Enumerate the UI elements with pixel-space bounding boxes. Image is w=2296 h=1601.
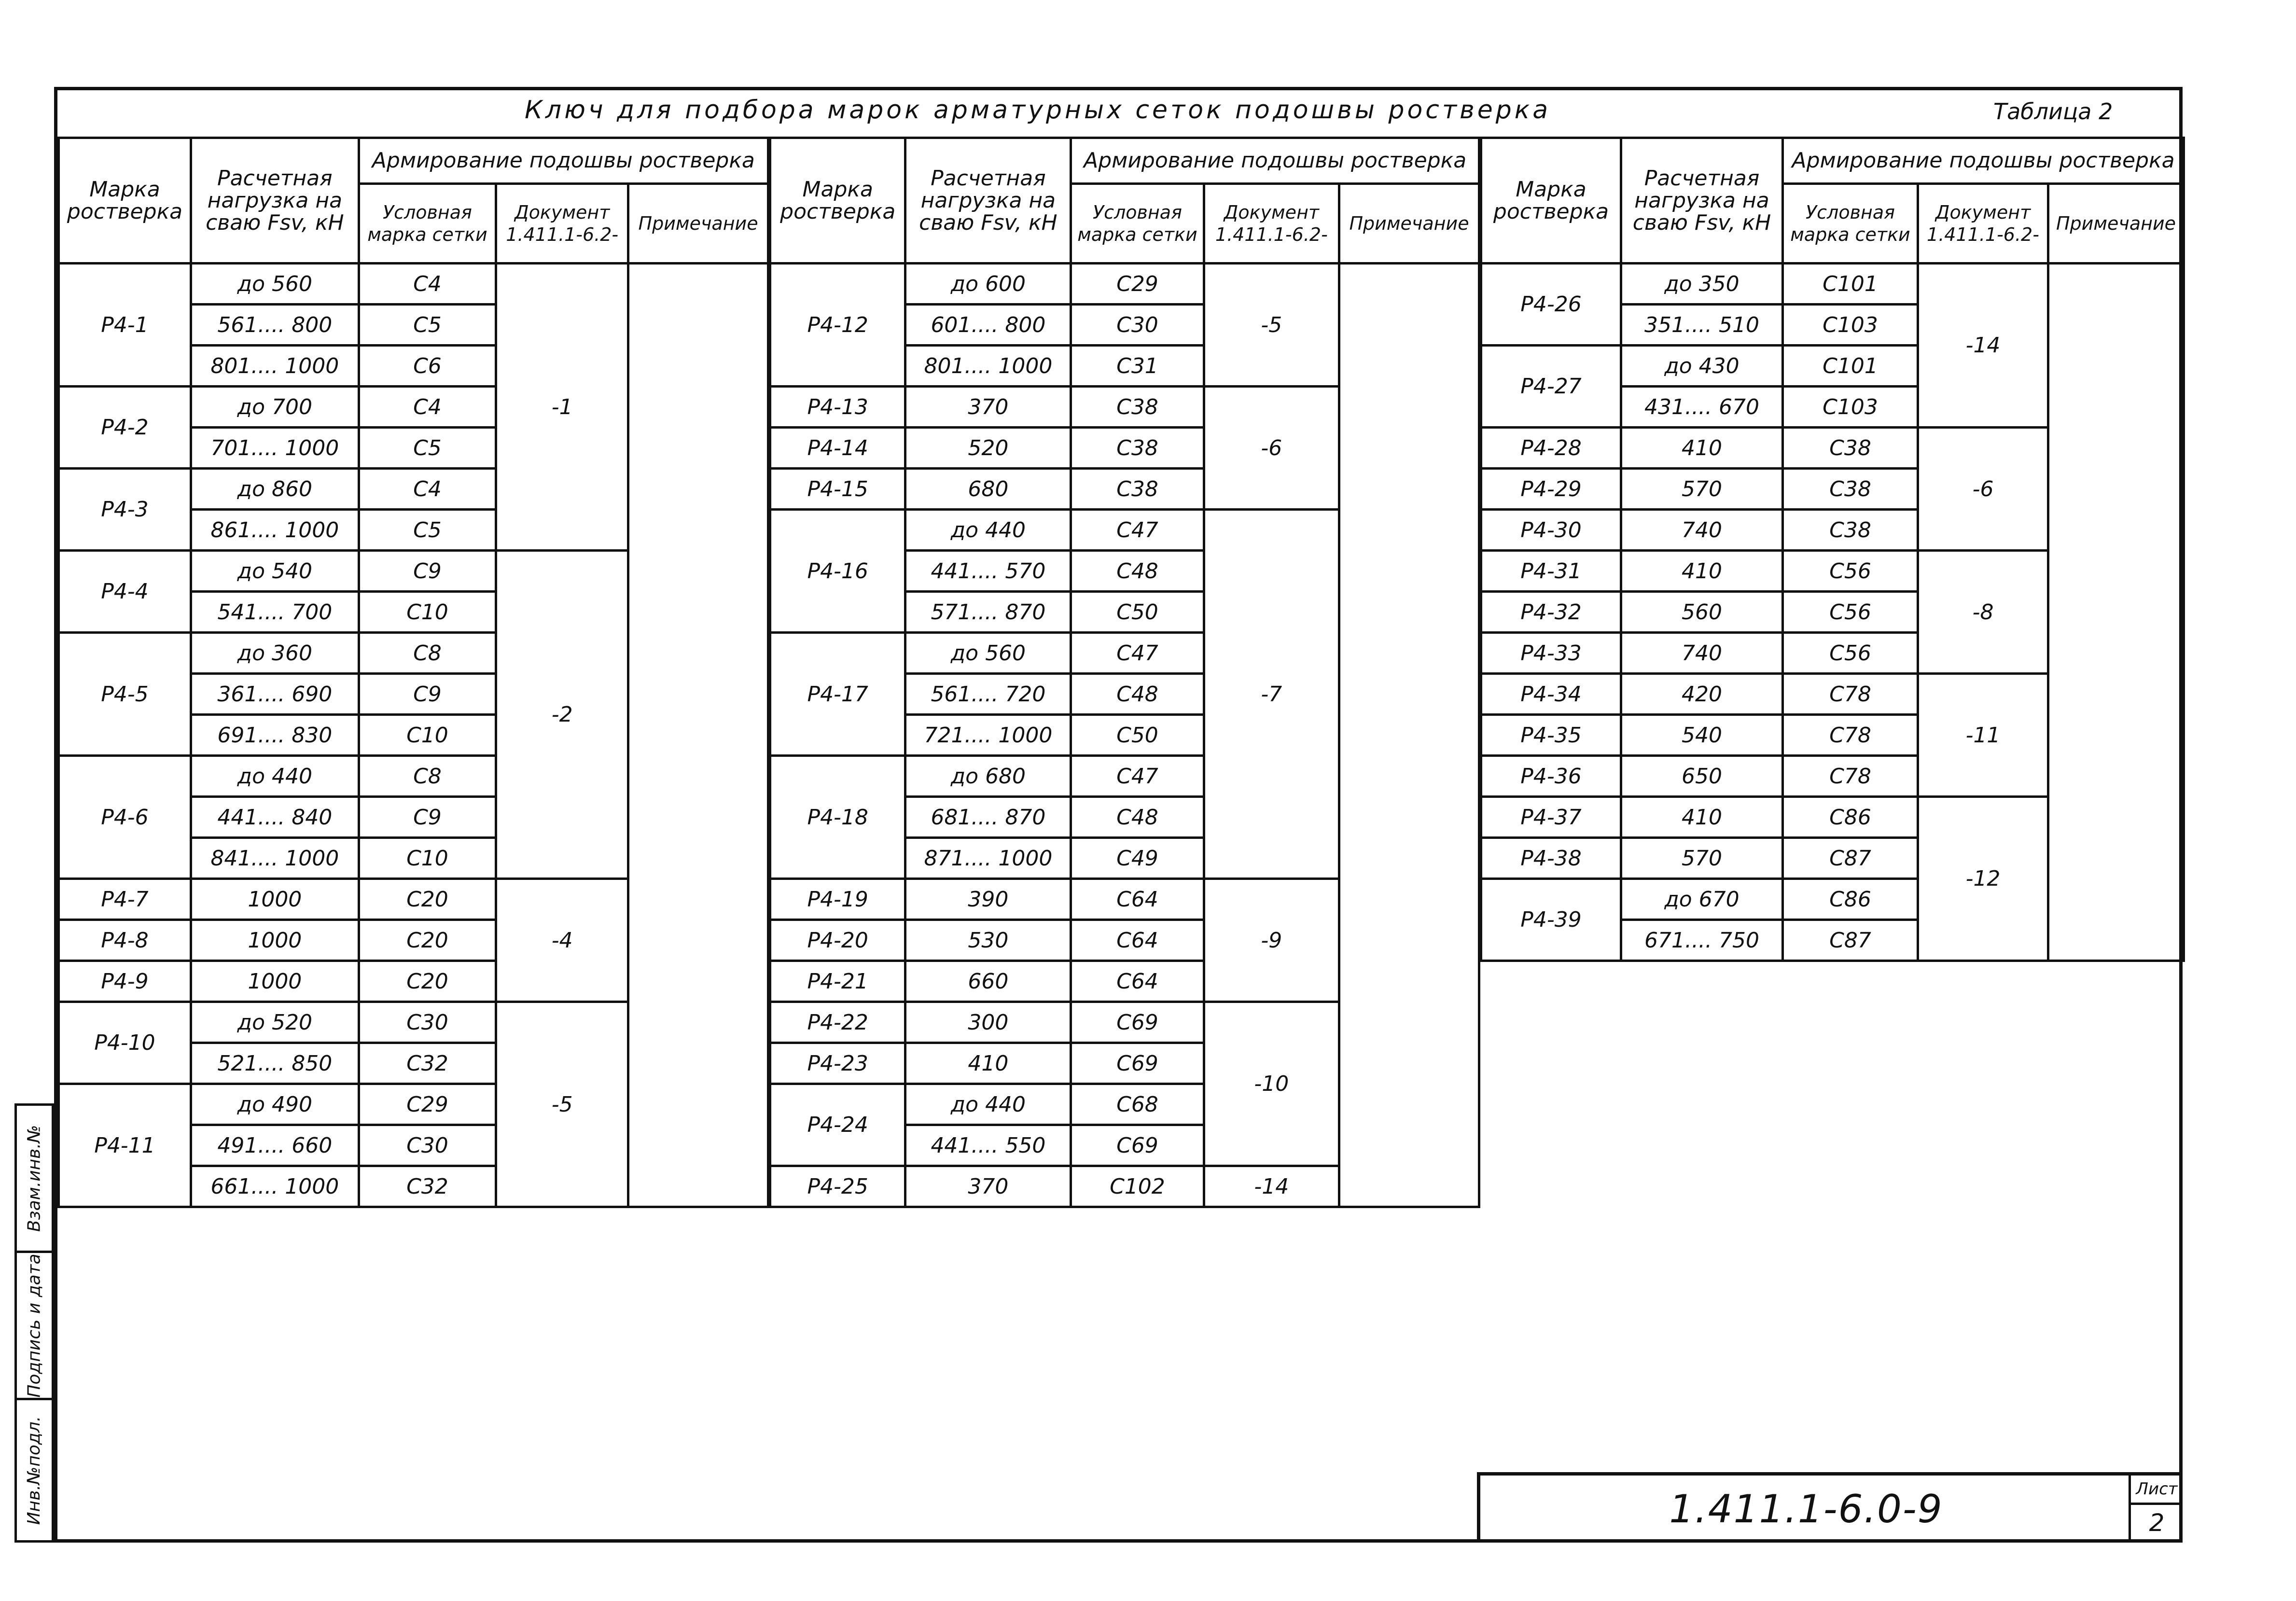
- load-cell: до 540: [191, 551, 359, 592]
- load-cell: 1000: [191, 920, 359, 961]
- header-note: Примечание: [1339, 184, 1479, 264]
- table-label: Таблица 2: [1993, 98, 2113, 125]
- mesh-cell: С69: [1071, 1002, 1204, 1043]
- mesh-cell: С48: [1071, 797, 1204, 838]
- load-cell: 410: [1621, 428, 1783, 469]
- document-cell: -2: [496, 551, 628, 879]
- document-cell: -14: [1918, 264, 2048, 428]
- mark-cell: Р4-23: [770, 1043, 905, 1084]
- document-cell: -11: [1918, 674, 2048, 797]
- mesh-cell: С78: [1783, 674, 1918, 715]
- title-block: [1477, 1472, 2183, 1543]
- mark-cell: Р4-38: [1481, 838, 1621, 879]
- load-cell: 540: [1621, 715, 1783, 756]
- load-cell: 801.... 1000: [905, 346, 1071, 387]
- mesh-table-part-3: [1480, 137, 2185, 962]
- mesh-cell: С30: [359, 1002, 496, 1043]
- load-cell: 571.... 870: [905, 592, 1071, 633]
- mesh-cell: С38: [1071, 387, 1204, 428]
- binding-strip: [14, 1103, 54, 1543]
- mesh-cell: С10: [359, 715, 496, 756]
- strip-cell-replaces: [17, 1106, 52, 1253]
- mark-cell: Р4-20: [770, 920, 905, 961]
- mark-cell: Р4-36: [1481, 756, 1621, 797]
- document-cell: -8: [1918, 551, 2048, 674]
- header-mesh: Условная марка сетки: [359, 184, 496, 264]
- mark-cell: Р4-28: [1481, 428, 1621, 469]
- document-cell: -7: [1204, 510, 1339, 879]
- mark-cell: Р4-33: [1481, 633, 1621, 674]
- sheet-label: Лист: [2131, 1476, 2183, 1505]
- mesh-cell: С9: [359, 551, 496, 592]
- load-cell: 801.... 1000: [191, 346, 359, 387]
- load-cell: 701.... 1000: [191, 428, 359, 469]
- mesh-cell: С103: [1783, 305, 1918, 346]
- header-note: Примечание: [2048, 184, 2184, 264]
- load-cell: до 860: [191, 469, 359, 510]
- mark-cell: Р4-37: [1481, 797, 1621, 838]
- load-cell: 420: [1621, 674, 1783, 715]
- load-cell: до 520: [191, 1002, 359, 1043]
- load-cell: 410: [1621, 551, 1783, 592]
- mesh-cell: С32: [359, 1043, 496, 1084]
- header-reinforcement: Армирование подошвы ростверка: [359, 138, 768, 184]
- header-document: Документ 1.411.1-6.2-: [1918, 184, 2048, 264]
- load-cell: до 440: [905, 1084, 1071, 1125]
- load-cell: 681.... 870: [905, 797, 1071, 838]
- mesh-cell: С69: [1071, 1125, 1204, 1166]
- mark-cell: Р4-12: [770, 264, 905, 387]
- table-body: [59, 264, 768, 1207]
- mesh-cell: С102: [1071, 1166, 1204, 1207]
- note-cell: [628, 264, 768, 1207]
- mesh-cell: С10: [359, 838, 496, 879]
- mark-cell: Р4-6: [59, 756, 191, 879]
- mark-cell: Р4-9: [59, 961, 191, 1002]
- mesh-cell: С64: [1071, 879, 1204, 920]
- load-cell: до 440: [191, 756, 359, 797]
- mark-cell: Р4-26: [1481, 264, 1621, 346]
- mesh-cell: С50: [1071, 715, 1204, 756]
- header-mark: Марка ростверка: [1481, 138, 1621, 264]
- mesh-cell: С30: [359, 1125, 496, 1166]
- strip-cell-inv-no: [17, 1400, 52, 1540]
- load-cell: 541.... 700: [191, 592, 359, 633]
- header-mark: Марка ростверка: [59, 138, 191, 264]
- note-cell: [2048, 264, 2184, 961]
- document-cell: -5: [1204, 264, 1339, 387]
- mesh-cell: С4: [359, 264, 496, 305]
- mesh-cell: С31: [1071, 346, 1204, 387]
- document-cell: -12: [1918, 797, 2048, 961]
- load-cell: 351.... 510: [1621, 305, 1783, 346]
- load-cell: 721.... 1000: [905, 715, 1071, 756]
- mesh-cell: С86: [1783, 879, 1918, 920]
- sheet-box: [2129, 1476, 2183, 1543]
- header-mark: Марка ростверка: [770, 138, 905, 264]
- mesh-cell: С69: [1071, 1043, 1204, 1084]
- document-cell: -5: [496, 1002, 628, 1207]
- load-cell: 861.... 1000: [191, 510, 359, 551]
- load-cell: до 700: [191, 387, 359, 428]
- mesh-cell: С20: [359, 920, 496, 961]
- mesh-cell: С47: [1071, 510, 1204, 551]
- mesh-cell: С47: [1071, 756, 1204, 797]
- load-cell: до 680: [905, 756, 1071, 797]
- load-cell: 650: [1621, 756, 1783, 797]
- mesh-cell: С5: [359, 510, 496, 551]
- strip-label-sign-date: Подпись и дата: [24, 1253, 44, 1398]
- document-cell: -1: [496, 264, 628, 551]
- load-cell: до 560: [191, 264, 359, 305]
- load-cell: 671.... 750: [1621, 920, 1783, 961]
- mesh-cell: С30: [1071, 305, 1204, 346]
- mark-cell: Р4-27: [1481, 346, 1621, 428]
- load-cell: 361.... 690: [191, 674, 359, 715]
- mesh-table-part-2: [769, 137, 1480, 1208]
- table-body: [770, 264, 1479, 1207]
- sheet-number: 2: [2149, 1508, 2165, 1537]
- table-row: [1481, 264, 2184, 305]
- load-cell: 530: [905, 920, 1071, 961]
- load-cell: 601.... 800: [905, 305, 1071, 346]
- header-reinforcement: Армирование подошвы ростверка: [1071, 138, 1479, 184]
- load-cell: 300: [905, 1002, 1071, 1043]
- mark-cell: Р4-7: [59, 879, 191, 920]
- load-cell: до 360: [191, 633, 359, 674]
- load-cell: 431.... 670: [1621, 387, 1783, 428]
- load-cell: 441.... 570: [905, 551, 1071, 592]
- mesh-cell: С38: [1071, 469, 1204, 510]
- mark-cell: Р4-15: [770, 469, 905, 510]
- load-cell: 561.... 720: [905, 674, 1071, 715]
- mark-cell: Р4-19: [770, 879, 905, 920]
- mesh-cell: С101: [1783, 346, 1918, 387]
- load-cell: 691.... 830: [191, 715, 359, 756]
- table-row: [59, 264, 768, 305]
- mesh-cell: С29: [359, 1084, 496, 1125]
- mark-cell: Р4-22: [770, 1002, 905, 1043]
- load-cell: 410: [905, 1043, 1071, 1084]
- mesh-cell: С103: [1783, 387, 1918, 428]
- mesh-cell: С4: [359, 469, 496, 510]
- mark-cell: Р4-21: [770, 961, 905, 1002]
- mark-cell: Р4-10: [59, 1002, 191, 1084]
- load-cell: до 600: [905, 264, 1071, 305]
- mesh-cell: С29: [1071, 264, 1204, 305]
- mark-cell: Р4-2: [59, 387, 191, 469]
- document-cell: -10: [1204, 1002, 1339, 1166]
- header-document: Документ 1.411.1-6.2-: [1204, 184, 1339, 264]
- mesh-cell: С48: [1071, 551, 1204, 592]
- load-cell: до 670: [1621, 879, 1783, 920]
- mesh-cell: С5: [359, 305, 496, 346]
- load-cell: 570: [1621, 838, 1783, 879]
- load-cell: 661.... 1000: [191, 1166, 359, 1207]
- mesh-cell: С6: [359, 346, 496, 387]
- mesh-cell: С38: [1783, 510, 1918, 551]
- mesh-cell: С48: [1071, 674, 1204, 715]
- mesh-cell: С87: [1783, 838, 1918, 879]
- load-cell: 441.... 550: [905, 1125, 1071, 1166]
- mesh-cell: С38: [1783, 428, 1918, 469]
- load-cell: до 560: [905, 633, 1071, 674]
- mesh-table-part-1: [57, 137, 769, 1208]
- mesh-cell: С8: [359, 633, 496, 674]
- mesh-cell: С47: [1071, 633, 1204, 674]
- mark-cell: Р4-31: [1481, 551, 1621, 592]
- load-cell: до 440: [905, 510, 1071, 551]
- mesh-cell: С56: [1783, 592, 1918, 633]
- mesh-cell: С64: [1071, 920, 1204, 961]
- document-cell: -6: [1204, 387, 1339, 510]
- mark-cell: Р4-8: [59, 920, 191, 961]
- mesh-cell: С78: [1783, 715, 1918, 756]
- document-cell: -4: [496, 879, 628, 1002]
- mark-cell: Р4-4: [59, 551, 191, 633]
- header-mesh: Условная марка сетки: [1783, 184, 1918, 264]
- mesh-cell: С9: [359, 674, 496, 715]
- mesh-cell: С10: [359, 592, 496, 633]
- mark-cell: Р4-5: [59, 633, 191, 756]
- mark-cell: Р4-25: [770, 1166, 905, 1207]
- load-cell: 841.... 1000: [191, 838, 359, 879]
- mesh-cell: С20: [359, 879, 496, 920]
- mesh-cell: С49: [1071, 838, 1204, 879]
- mark-cell: Р4-24: [770, 1084, 905, 1166]
- load-cell: 370: [905, 387, 1071, 428]
- mesh-cell: С50: [1071, 592, 1204, 633]
- mark-cell: Р4-1: [59, 264, 191, 387]
- load-cell: 1000: [191, 879, 359, 920]
- document-cell: -14: [1204, 1166, 1339, 1207]
- load-cell: 441.... 840: [191, 797, 359, 838]
- table-body: [1481, 264, 2184, 961]
- load-cell: 560: [1621, 592, 1783, 633]
- mesh-cell: С56: [1783, 551, 1918, 592]
- mesh-cell: С78: [1783, 756, 1918, 797]
- strip-label-replaces: Взам.инв.№: [24, 1125, 44, 1232]
- load-cell: 520: [905, 428, 1071, 469]
- load-cell: 680: [905, 469, 1071, 510]
- header-load: Расчетная нагрузка на сваю Fsv, кН: [1621, 138, 1783, 264]
- mesh-cell: С32: [359, 1166, 496, 1207]
- load-cell: 491.... 660: [191, 1125, 359, 1166]
- strip-cell-sign-date: [17, 1253, 52, 1400]
- mark-cell: Р4-14: [770, 428, 905, 469]
- load-cell: 410: [1621, 797, 1783, 838]
- load-cell: 521.... 850: [191, 1043, 359, 1084]
- mark-cell: Р4-13: [770, 387, 905, 428]
- mark-cell: Р4-39: [1481, 879, 1621, 961]
- mark-cell: Р4-34: [1481, 674, 1621, 715]
- mesh-cell: С38: [1071, 428, 1204, 469]
- mark-cell: Р4-32: [1481, 592, 1621, 633]
- mark-cell: Р4-11: [59, 1084, 191, 1207]
- load-cell: 561.... 800: [191, 305, 359, 346]
- mesh-cell: С87: [1783, 920, 1918, 961]
- strip-label-inv-no: Инв.№подл.: [24, 1416, 44, 1525]
- load-cell: 740: [1621, 633, 1783, 674]
- header-document: Документ 1.411.1-6.2-: [496, 184, 628, 264]
- mesh-cell: С101: [1783, 264, 1918, 305]
- mesh-cell: С64: [1071, 961, 1204, 1002]
- header-load: Расчетная нагрузка на сваю Fsv, кН: [191, 138, 359, 264]
- load-cell: 570: [1621, 469, 1783, 510]
- header-reinforcement: Армирование подошвы ростверка: [1783, 138, 2184, 184]
- mesh-cell: С4: [359, 387, 496, 428]
- mark-cell: Р4-29: [1481, 469, 1621, 510]
- mark-cell: Р4-17: [770, 633, 905, 756]
- load-cell: 370: [905, 1166, 1071, 1207]
- mesh-cell: С86: [1783, 797, 1918, 838]
- load-cell: 1000: [191, 961, 359, 1002]
- header-note: Примечание: [628, 184, 768, 264]
- load-cell: 740: [1621, 510, 1783, 551]
- mesh-cell: С68: [1071, 1084, 1204, 1125]
- header-mesh: Условная марка сетки: [1071, 184, 1204, 264]
- mesh-cell: С5: [359, 428, 496, 469]
- load-cell: до 430: [1621, 346, 1783, 387]
- document-cell: -6: [1918, 428, 2048, 551]
- load-cell: 660: [905, 961, 1071, 1002]
- load-cell: до 350: [1621, 264, 1783, 305]
- document-code: 1.411.1-6.0-9: [1669, 1487, 1943, 1531]
- mark-cell: Р4-18: [770, 756, 905, 879]
- load-cell: 390: [905, 879, 1071, 920]
- document-cell: -9: [1204, 879, 1339, 1002]
- mesh-cell: С8: [359, 756, 496, 797]
- mark-cell: Р4-30: [1481, 510, 1621, 551]
- load-cell: 871.... 1000: [905, 838, 1071, 879]
- table-row: [770, 264, 1479, 305]
- mesh-cell: С9: [359, 797, 496, 838]
- note-cell: [1339, 264, 1479, 1207]
- mark-cell: Р4-16: [770, 510, 905, 633]
- mark-cell: Р4-35: [1481, 715, 1621, 756]
- mesh-cell: С38: [1783, 469, 1918, 510]
- mesh-cell: С56: [1783, 633, 1918, 674]
- mark-cell: Р4-3: [59, 469, 191, 551]
- document-title: Ключ для подбора марок арматурных сеток подошвы ростверка: [524, 96, 1551, 125]
- load-cell: до 490: [191, 1084, 359, 1125]
- header-load: Расчетная нагрузка на сваю Fsv, кН: [905, 138, 1071, 264]
- mesh-cell: С20: [359, 961, 496, 1002]
